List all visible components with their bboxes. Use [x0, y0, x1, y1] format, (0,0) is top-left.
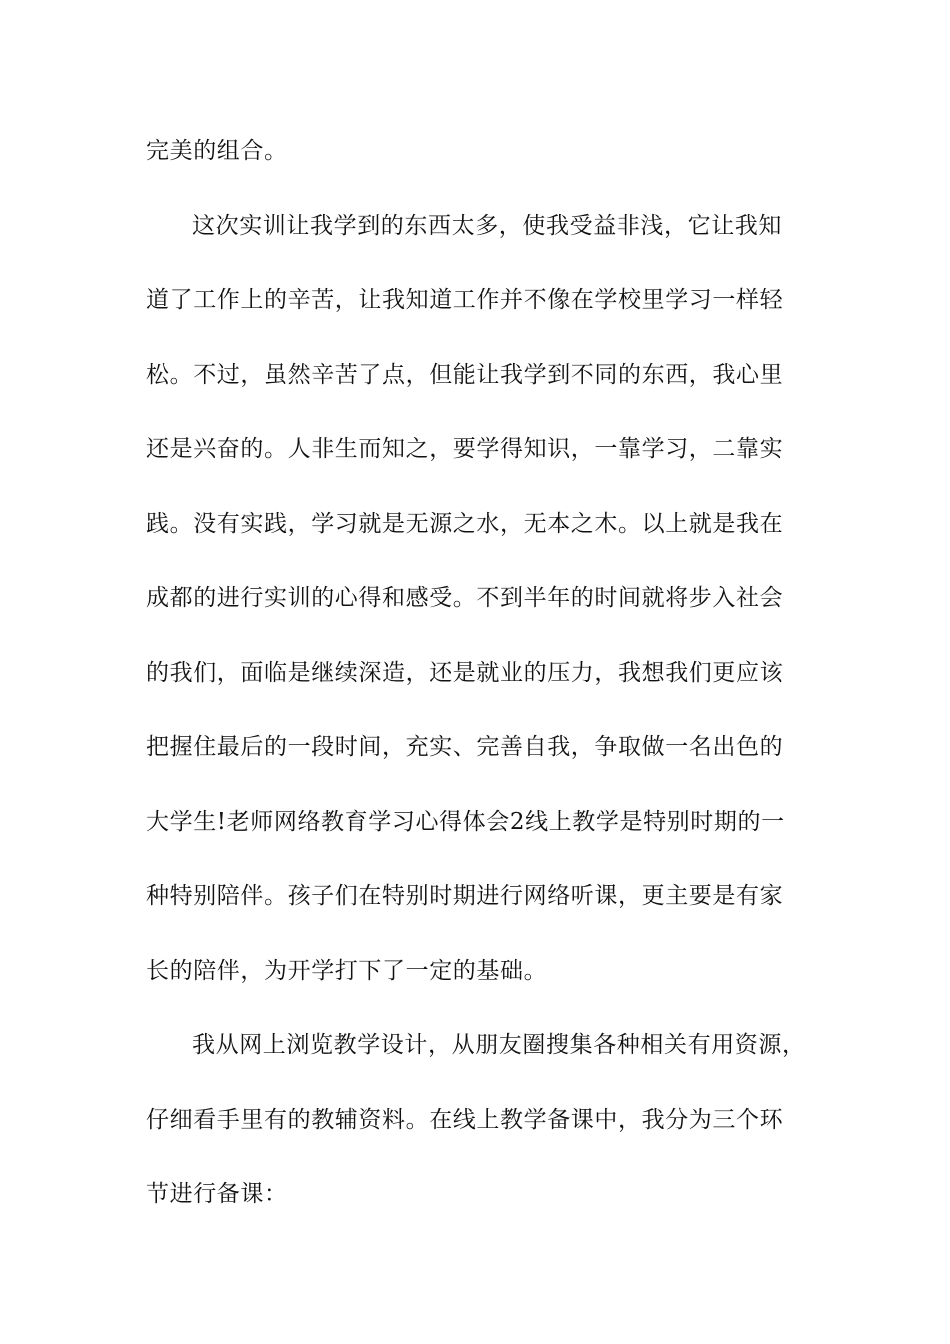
text-line: 完美的组合。: [146, 138, 288, 164]
paragraph-start-line: 我从网上浏览教学设计，从朋友圈搜集各种相关有用资源，: [192, 1032, 806, 1058]
paragraph-start-line: 这次实训让我学到的东西太多，使我受益非浅，它让我知: [192, 213, 782, 239]
text-line: 践。没有实践，学习就是无源之水，无本之木。以上就是我在: [146, 511, 784, 537]
text-line: 松。不过，虽然辛苦了点，但能让我学到不同的东西，我心里: [146, 362, 784, 388]
text-line: 还是兴奋的。人非生而知之，要学得知识，一靠学习，二靠实: [146, 436, 784, 462]
text-line: 把握住最后的一段时间，充实、完善自我，争取做一名出色的: [146, 734, 784, 760]
text-line: 大学生!老师网络教育学习心得体会2线上教学是特别时期的一: [146, 809, 785, 835]
text-line: 仔细看手里有的教辅资料。在线上教学备课中，我分为三个环: [146, 1107, 784, 1133]
text-line: 的我们，面临是继续深造，还是就业的压力，我想我们更应该: [146, 660, 784, 686]
text-line: 成都的进行实训的心得和感受。不到半年的时间就将步入社会: [146, 585, 784, 611]
text-line: 长的陪伴，为开学打下了一定的基础。: [146, 958, 548, 984]
text-line: 种特别陪伴。孩子们在特别时期进行网络听课，更主要是有家: [146, 883, 784, 909]
text-line: 道了工作上的辛苦，让我知道工作并不像在学校里学习一样轻: [146, 287, 784, 313]
text-line: 节进行备课：: [146, 1181, 288, 1207]
